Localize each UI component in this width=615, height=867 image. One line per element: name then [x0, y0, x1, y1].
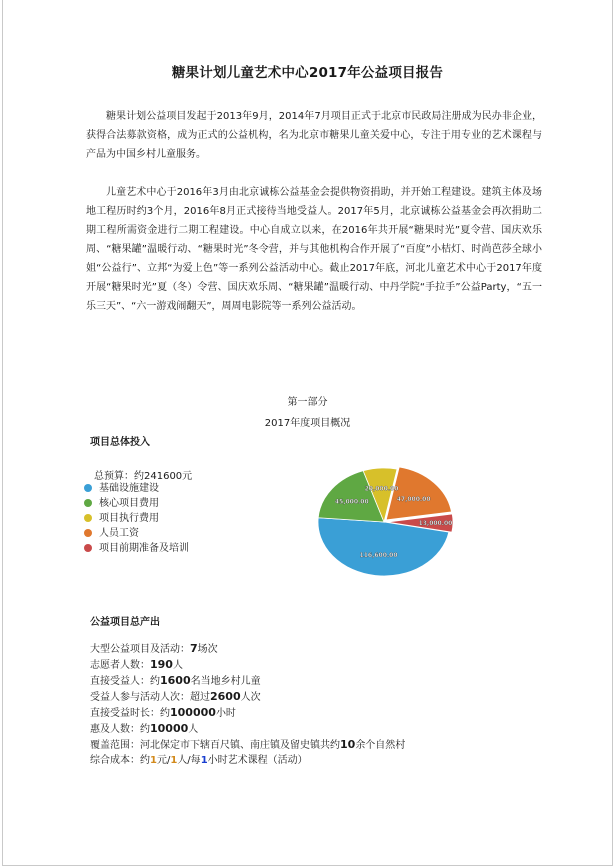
pie-data-label: 13,000.00 — [418, 519, 453, 527]
output-number: 100000 — [170, 706, 216, 719]
investment-heading: 项目总体投入 — [90, 437, 150, 448]
legend-label: 人员工资 — [99, 528, 139, 539]
intro-paragraph: 糖果计划公益项目发起于2013年9月，2014年7月项目正式于北京市民政局注册成为民办非企业，获得合法募款资格，成为正式的公益机构，名为北京市糖果儿童关爱中心，专注于用专业的艺术课程与产品为中国乡村儿童服务。 — [86, 111, 542, 160]
legend-item — [84, 512, 159, 526]
output-row — [90, 641, 405, 657]
legend-item — [84, 542, 189, 556]
pie-data-label: 20,000.00 — [364, 485, 399, 493]
pie-data-label: 116,600.00 — [359, 552, 398, 560]
pie-data-label: 47,000.00 — [396, 495, 431, 503]
cost-text: 人/每 — [177, 755, 201, 766]
legend-swatch-3 — [84, 529, 92, 537]
output-unit: 余个自然村 — [355, 740, 406, 751]
history-paragraph: 儿童艺术中心于2016年3月由北京诚栋公益基金会提供物资捐助，并开始工程建设。建筑主体及场地工程历时约3个月，2016年8月正式接待当地受益人。2017年5月，北京诚栋公益基金会再次捐助二期工程所需资金进行二期工程建设。中心自成立以来，在2016年共开展“糖果时光”夏令营、国庆欢乐周、“糖果罐”温暖行动、“糖果时光”冬令营，并与其他机构合作开展了“百度”小桔灯、时尚芭莎全球小姐“公益行”、立邦“为爱上色”等一系列公益活动中心。截止2017年底，河北儿童艺术中心于2017年度开展“糖果时光”夏（冬）令营、国庆欢乐周、“糖果罐”温暖行动、中丹学院“手拉手”公益Party，“五一乐三天”、“六一游戏闹翻天”，周周电影院等一系列公益活动。 — [86, 187, 542, 312]
output-label: 志愿者人数： — [90, 660, 150, 671]
output-number: 1600 — [160, 674, 191, 687]
cost-number: 1 — [150, 755, 157, 766]
output-label: 直接受益人：约 — [90, 676, 160, 687]
output-label: 受益人参与活动人次：超过 — [90, 692, 210, 703]
legend-label: 基础设施建设 — [99, 483, 159, 494]
output-number: 2600 — [210, 690, 241, 703]
output-unit: 人 — [172, 660, 183, 671]
budget-pie-chart — [312, 462, 462, 584]
output-row — [90, 737, 405, 753]
legend-swatch-4 — [84, 544, 92, 552]
output-row — [90, 673, 405, 689]
output-unit: 场次 — [197, 644, 218, 655]
output-number: 10 — [340, 738, 356, 751]
legend-label: 核心项目费用 — [99, 498, 159, 509]
part-heading: 第一部分 — [287, 397, 328, 408]
cost-text: 小时艺术课程（活动） — [207, 755, 308, 766]
overview-subtitle: 2017年度项目概况 — [264, 418, 351, 429]
output-unit: 小时 — [215, 708, 236, 719]
cost-number: 1 — [170, 755, 178, 766]
pie-data-label: 45,000.00 — [334, 498, 369, 506]
legend-item — [84, 482, 159, 496]
pie-svg — [312, 462, 462, 584]
output-label: 惠及人数：约 — [90, 724, 150, 735]
output-row — [90, 689, 405, 705]
legend-swatch-1 — [84, 499, 92, 507]
cost-label: 综合成本：约 — [90, 755, 150, 766]
legend-item — [84, 527, 139, 541]
page-title: 糖果计划儿童艺术中心2017年公益项目报告 — [171, 65, 444, 81]
output-label: 直接受益时长：约 — [90, 708, 170, 719]
output-list — [90, 641, 405, 769]
output-row — [90, 721, 405, 737]
legend-swatch-0 — [84, 484, 92, 492]
output-unit: 名当地乡村儿童 — [190, 676, 261, 687]
output-number: 10000 — [150, 722, 189, 735]
output-label: 覆盖范围：河北保定市下辖百尺镇、南庄镇及留史镇共约 — [90, 740, 340, 751]
cost-text: 元/ — [156, 755, 171, 766]
output-number: 7 — [190, 642, 198, 655]
cost-row — [90, 753, 405, 769]
output-row — [90, 705, 405, 721]
output-unit: 人次 — [240, 692, 261, 703]
output-label: 大型公益项目及活动： — [90, 644, 190, 655]
legend-item — [84, 497, 159, 511]
output-number: 190 — [150, 658, 173, 671]
budget-total: 总预算：约241600元 — [94, 471, 193, 482]
output-heading: 公益项目总产出 — [90, 617, 160, 628]
output-unit: 人 — [188, 724, 199, 735]
legend-swatch-2 — [84, 514, 92, 522]
legend-label: 项目执行费用 — [99, 513, 159, 524]
cost-number: 1 — [200, 755, 208, 766]
output-row — [90, 657, 405, 673]
legend-label: 项目前期准备及培训 — [99, 543, 189, 554]
